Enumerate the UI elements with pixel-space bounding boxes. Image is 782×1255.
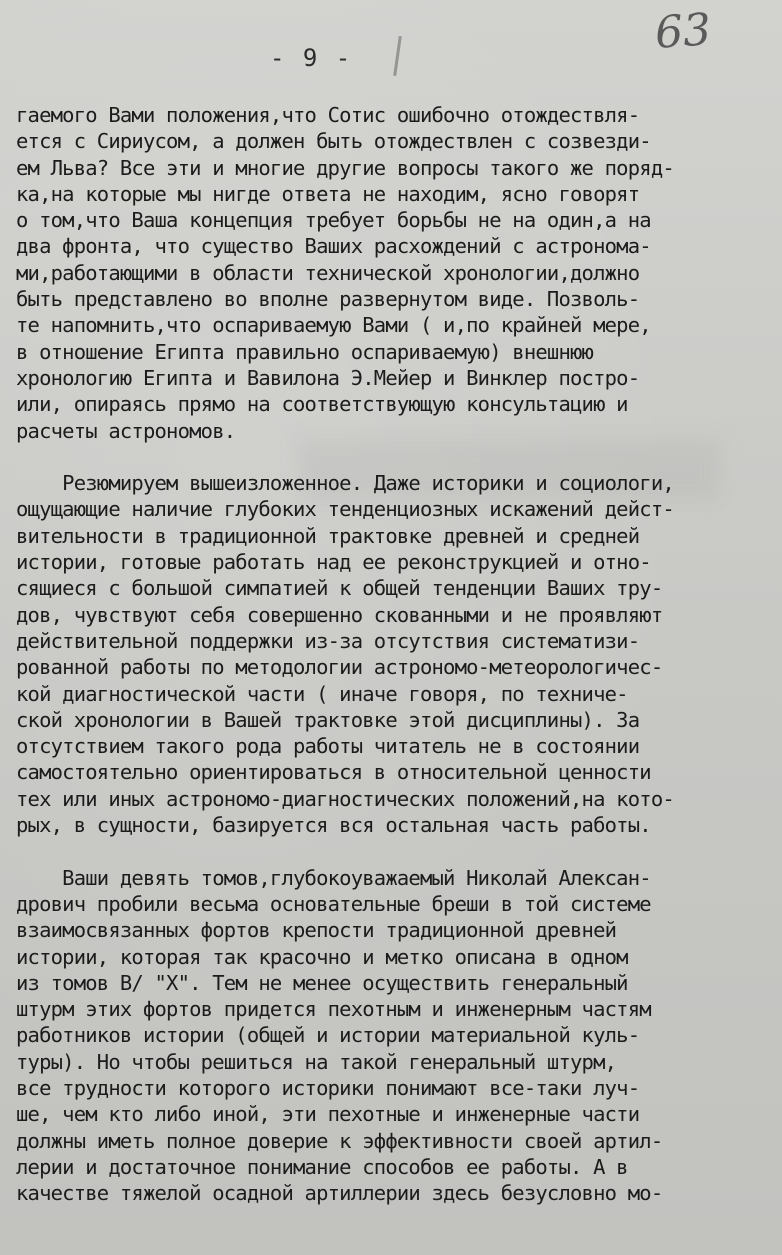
text-line: ем Льва? Все эти и многие другие вопросы такого же поряд-: [16, 155, 674, 180]
text-line: отсутствием такого рода работы читатель не в состоянии: [16, 734, 640, 759]
text-line: рых, в сущности, базируется вся остальная часть работы.: [16, 813, 651, 838]
text-line: те напомнить,что оспариваемую Вами ( и,по крайней мере,: [16, 313, 651, 338]
text-line: сящиеся с большой симпатией к общей тенденции Ваших тру-: [16, 576, 663, 601]
text-line: из томов В/ "Х". Тем не менее осуществить генеральный: [16, 970, 628, 995]
text-line: туры). Но чтобы решиться на такой генеральный штурм,: [16, 1049, 617, 1074]
text-line: ется с Сириусом, а должен быть отождествлен с созвезди-: [16, 129, 651, 154]
text-line: тех или иных астрономо-диагностических положений,на кото-: [16, 786, 674, 811]
text-line: кой диагностической части ( иначе говоря, по техниче-: [16, 681, 628, 706]
text-line: истории, которая так красочно и метко описана в одном: [16, 944, 628, 969]
text-line: рованной работы по методологии астрономо-метеорологичес-: [16, 655, 663, 680]
text-line: Резюмируем вышеизложенное. Даже историки и социологи,: [16, 471, 674, 496]
paragraph-gap: [16, 444, 778, 470]
text-line: истории, готовые работать над ее реконструкцией и отно-: [16, 550, 651, 575]
handwritten-folio-number: 63: [653, 4, 713, 59]
pencil-mark: [393, 36, 402, 76]
text-line: ше, чем кто либо иной, эти пехотные и инженерные части: [16, 1102, 640, 1127]
paragraph-gap: [16, 838, 778, 864]
text-line: дов, чувствуют себя совершенно скованными и не проявляют: [16, 602, 663, 627]
text-line: действительной поддержки из-за отсутствия систематизи-: [16, 628, 640, 653]
page-number: - 9 -: [270, 44, 353, 72]
text-line: быть представлено во вполне развернутом виде. Позволь-: [16, 287, 640, 312]
text-line: ми,работающими в области технической хронологии,должно: [16, 260, 640, 285]
text-line: дрович пробили весьма основательные бреши в той системе: [16, 891, 651, 916]
text-line: в отношение Египта правильно оспариваемую) внешнюю: [16, 339, 594, 364]
text-line: о том,что Ваша концепция требует борьбы не на один,а на: [16, 208, 651, 233]
text-line: расчеты астрономов.: [16, 418, 236, 443]
text-line: вительности в традиционной трактовке древней и средней: [16, 523, 640, 548]
text-line: лерии и достаточное понимание способов ее работы. А в: [16, 1154, 628, 1179]
text-line: ка,на которые мы нигде ответа не находим, ясно говорят: [16, 181, 640, 206]
text-line: Ваши девять томов,глубокоуважаемый Николай Алексан-: [16, 865, 651, 890]
text-line: работников истории (общей и истории материальной куль-: [16, 1023, 640, 1048]
text-line: самостоятельно ориентироваться в относительной ценности: [16, 760, 651, 785]
text-line: два фронта, что существо Ваших расхождений с астронома-: [16, 234, 651, 259]
text-line: или, опираясь прямо на соответствующую консультацию и: [16, 392, 628, 417]
text-line: качестве тяжелой осадной артиллерии здесь безусловно мо-: [16, 1181, 663, 1206]
text-line: гаемого Вами положения,что Сотис ошибочно отождествля-: [16, 103, 640, 127]
text-line: ской хронологии в Вашей трактовке этой дисциплины). За: [16, 707, 640, 732]
text-line: штурм этих фортов придется пехотным и инженерным частям: [16, 997, 651, 1022]
text-line: ощущающие наличие глубоких тенденциозных искажений дейст-: [16, 497, 674, 522]
text-line: взаимосвязанных фортов крепости традиционной древней: [16, 918, 617, 943]
typewritten-text: [16, 102, 778, 1206]
text-line: должны иметь полное доверие к эффективности своей артил-: [16, 1128, 663, 1153]
text-line: хронологию Египта и Вавилона Э.Мейер и Винклер постро-: [16, 365, 640, 390]
text-line: все трудности которого историки понимают все-таки луч-: [16, 1075, 640, 1100]
